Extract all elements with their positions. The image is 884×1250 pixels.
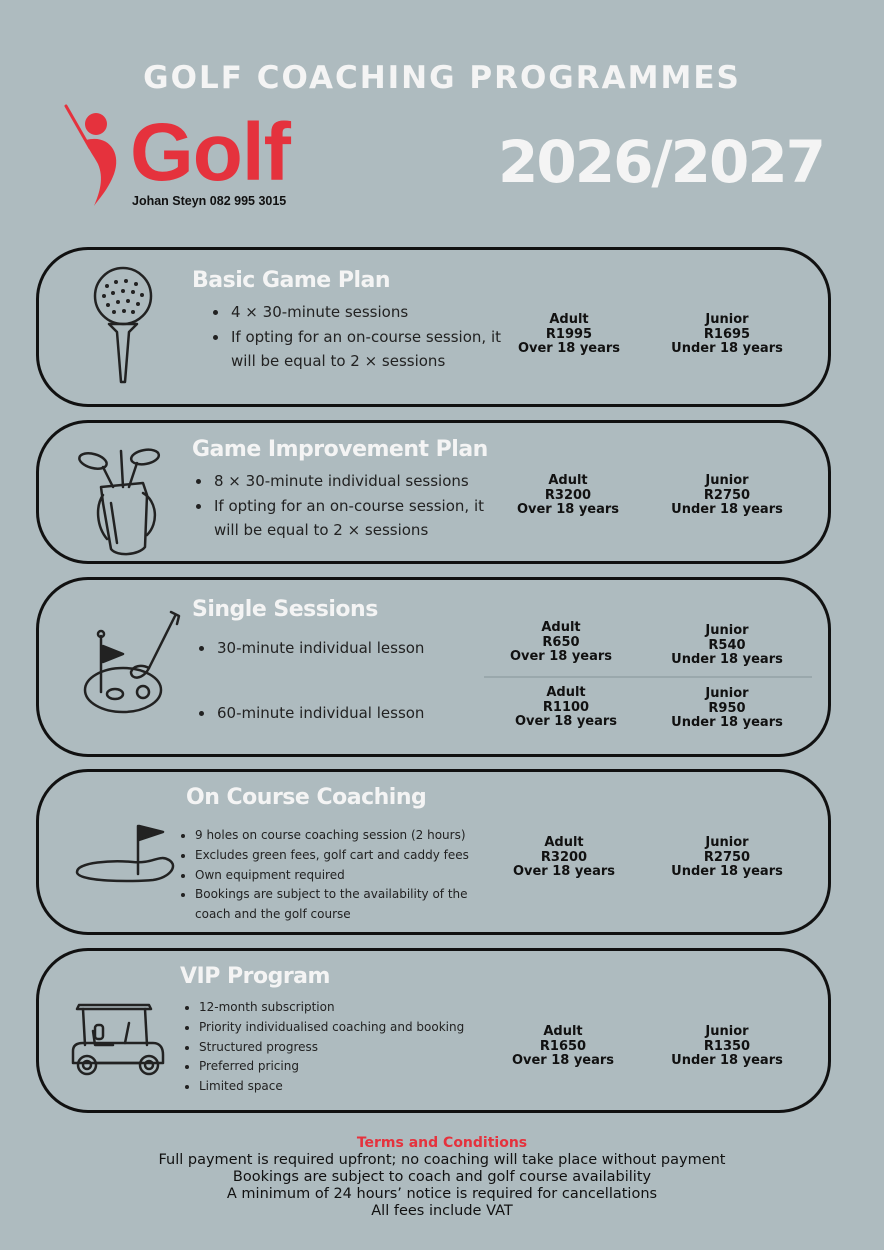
price-amount: R3200 (540, 849, 588, 865)
feature-list (197, 636, 477, 661)
feature-item: 12-month subscription (183, 998, 483, 1018)
season-year: 2026/2027 (498, 128, 825, 196)
adult-price (491, 621, 631, 665)
adult-price (498, 474, 638, 518)
feature-item: 8 × 30-minute individual sessions (194, 469, 484, 494)
price-age: Under 18 years (671, 864, 783, 880)
price-amount: R1695 (703, 326, 751, 342)
price-amount: R2750 (703, 487, 751, 503)
adult-price (494, 836, 634, 880)
price-label: Junior (705, 835, 749, 850)
feature-list (183, 998, 483, 1097)
price-amount: R2750 (703, 849, 751, 865)
feature-item: Structured progress (183, 1038, 483, 1058)
feature-item: 60-minute individual lesson (197, 701, 477, 726)
feature-item: Own equipment required (179, 866, 479, 886)
feature-item: If opting for an on-course session, it will be equal to 2 × sessions (211, 325, 501, 374)
adult-price (496, 686, 636, 730)
program-card-single-sessions (36, 577, 831, 757)
program-card-on-course (36, 769, 831, 935)
price-amount: R1100 (542, 699, 590, 715)
adult-price (499, 313, 639, 357)
golf-club-flag-hole-icon (79, 610, 183, 718)
feature-list (197, 701, 477, 726)
junior-price (657, 313, 797, 357)
golf-green-flag-icon (73, 820, 185, 890)
price-amount: R1350 (703, 1038, 751, 1054)
program-title: Single Sessions (192, 597, 378, 622)
feature-item: If opting for an on-course session, it will be equal to 2 × sessions (194, 494, 484, 543)
golf-ball-on-tee-icon (89, 266, 159, 388)
price-age: Under 18 years (671, 1053, 783, 1069)
program-card-game-improvement (36, 420, 831, 564)
price-label: Adult (548, 473, 588, 488)
junior-price (657, 687, 797, 731)
feature-item: Bookings are subject to the availability of the coach and the golf course (179, 885, 479, 925)
feature-item: Priority individualised coaching and booking (183, 1018, 483, 1038)
contact-info: Johan Steyn 082 995 3015 (132, 194, 287, 208)
price-label: Adult (541, 620, 581, 635)
price-age: Under 18 years (671, 502, 783, 518)
price-age: Over 18 years (511, 1053, 615, 1069)
terms-line: Bookings are subject to coach and golf course availability (232, 1169, 652, 1185)
program-title: Basic Game Plan (192, 268, 391, 293)
price-age: Under 18 years (671, 341, 783, 357)
program-title: VIP Program (180, 964, 330, 989)
price-age: Over 18 years (512, 864, 616, 880)
logo-wordmark: Golf (130, 107, 290, 198)
terms-line: A minimum of 24 hours’ notice is required for cancellations (226, 1186, 658, 1202)
price-label: Adult (549, 312, 589, 327)
price-age: Over 18 years (514, 714, 618, 730)
feature-list (194, 469, 484, 543)
session-divider (484, 676, 812, 678)
price-label: Junior (705, 623, 749, 638)
program-card-vip (36, 948, 831, 1113)
price-age: Over 18 years (516, 502, 620, 518)
page-title: GOLF COACHING PROGRAMMES (143, 60, 741, 96)
junior-price (657, 1025, 797, 1069)
price-amount: R3200 (544, 487, 592, 503)
price-amount: R650 (542, 634, 580, 650)
golf-bag-icon (73, 443, 165, 559)
terms-line: All fees include VAT (371, 1203, 513, 1219)
price-age: Under 18 years (671, 652, 783, 668)
price-label: Junior (705, 312, 749, 327)
price-amount: R540 (708, 637, 746, 653)
price-label: Junior (705, 686, 749, 701)
program-title: Game Improvement Plan (192, 437, 488, 462)
feature-item: Excludes green fees, golf cart and caddy fees (179, 846, 479, 866)
price-amount: R950 (708, 700, 746, 716)
igolf-logo (60, 100, 340, 215)
junior-price (657, 624, 797, 668)
terms-line: Full payment is required upfront; no coaching will take place without payment (158, 1152, 726, 1168)
feature-item: 30-minute individual lesson (197, 636, 477, 661)
price-age: Under 18 years (671, 715, 783, 731)
feature-list (179, 826, 479, 925)
price-amount: R1650 (539, 1038, 587, 1054)
feature-item: Limited space (183, 1077, 483, 1097)
golf-cart-icon (69, 1001, 167, 1077)
price-label: Adult (544, 835, 584, 850)
terms-title: Terms and Conditions (356, 1135, 528, 1151)
terms-section (0, 1134, 884, 1220)
price-label: Adult (543, 1024, 583, 1039)
golfer-logo-icon (60, 100, 140, 210)
price-amount: R1995 (545, 326, 593, 342)
feature-item: Preferred pricing (183, 1057, 483, 1077)
price-label: Junior (705, 473, 749, 488)
junior-price (657, 474, 797, 518)
program-card-basic (36, 247, 831, 407)
junior-price (657, 836, 797, 880)
price-age: Over 18 years (517, 341, 621, 357)
program-title: On Course Coaching (186, 785, 427, 810)
price-label: Adult (546, 685, 586, 700)
feature-list (211, 300, 501, 374)
adult-price (493, 1025, 633, 1069)
price-age: Over 18 years (509, 649, 613, 665)
price-label: Junior (705, 1024, 749, 1039)
feature-item: 9 holes on course coaching session (2 hours) (179, 826, 479, 846)
feature-item: 4 × 30-minute sessions (211, 300, 501, 325)
